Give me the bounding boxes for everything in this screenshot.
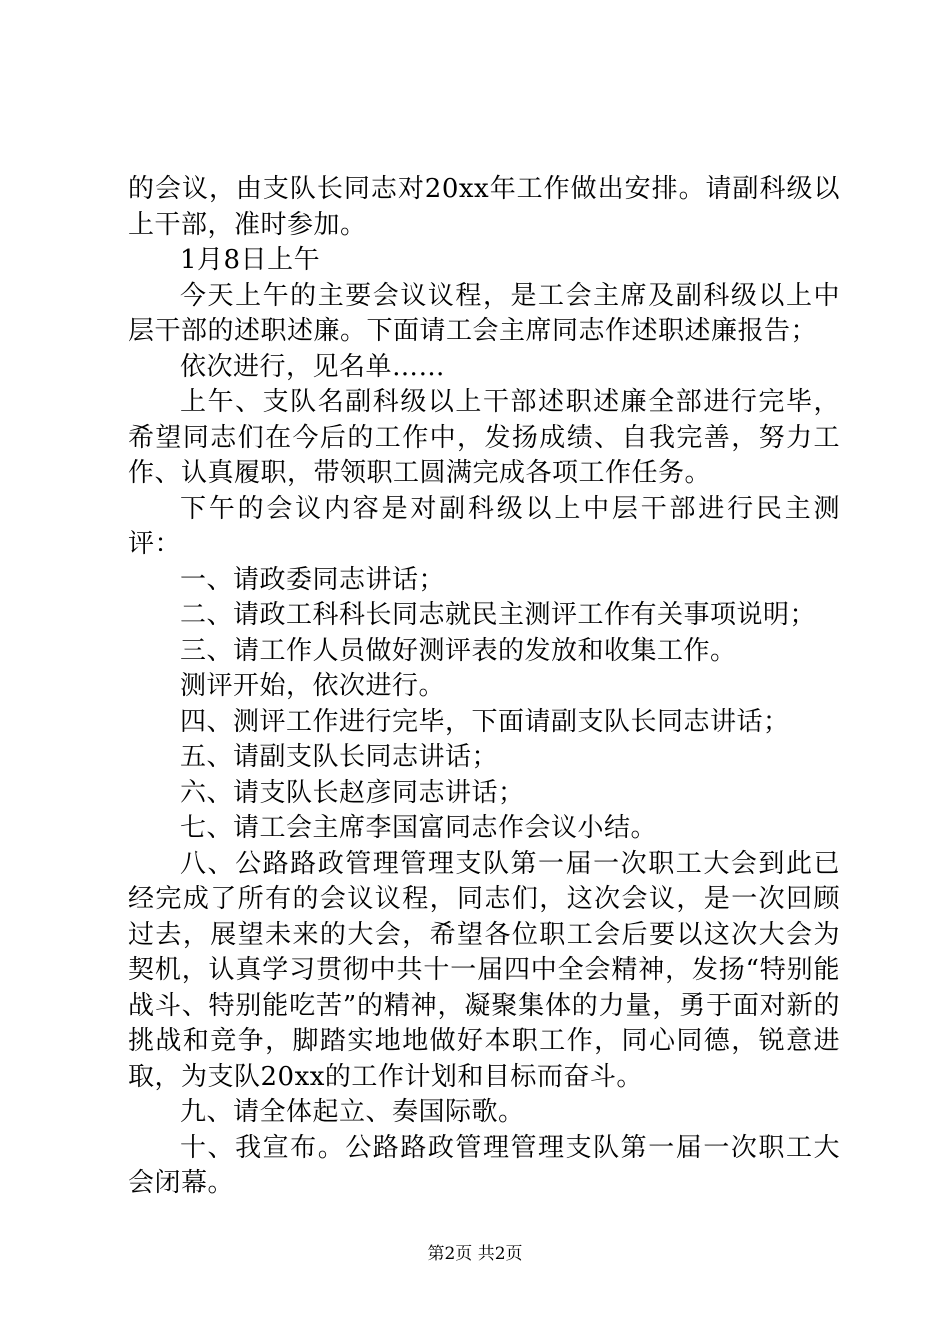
agenda-item: 一、请政委同志讲话； bbox=[180, 564, 446, 595]
document-body bbox=[128, 172, 840, 1202]
agenda-item: 三、请工作人员做好测评表的发放和收集工作。 bbox=[180, 635, 737, 666]
agenda-item: 十、我宣布。公路路政管理管理支队第一届一次职工大会闭幕。 bbox=[128, 1132, 840, 1198]
paragraph-continuation: 的会议，由支队长同志对20xx年工作做出安排。请副科级以上干部，准时参加。 bbox=[128, 174, 840, 240]
agenda-item: 九、请全体起立、奏国际歌。 bbox=[180, 1097, 525, 1127]
paragraph: 依次进行，见名单…… bbox=[180, 351, 446, 382]
paragraph: 下午的会议内容是对副科级以上中层干部进行民主测评： bbox=[128, 493, 840, 559]
agenda-item: 四、测评工作进行完毕，下面请副支队长同志讲话； bbox=[180, 706, 790, 737]
agenda-item: 五、请副支队长同志讲话； bbox=[180, 742, 499, 772]
agenda-item: 七、请工会主席李国富同志作会议小结。 bbox=[180, 813, 658, 843]
paragraph: 测评开始，依次进行。 bbox=[180, 671, 446, 701]
paragraph: 今天上午的主要会议议程，是工会主席及副科级以上中层干部的述职述廉。下面请工会主席同志作述职述廉报告； bbox=[128, 280, 840, 346]
agenda-item: 二、请政工科科长同志就民主测评工作有关事项说明； bbox=[180, 600, 817, 630]
agenda-item: 六、请支队长赵彦同志讲话； bbox=[180, 777, 525, 808]
agenda-item: 八、公路路政管理管理支队第一届一次职工大会到此已经完成了所有的会议议程，同志们，这次会议，是一次回顾过去，展望未来的大会，希望各位职工会后要以这次大会为契机，认真学习贯彻中共十一届四中全会精神，发扬“特别能战斗、特别能吃苦”的精神，凝聚集体的力量，勇于面对新的挑战和竞争，脚踏实地地做好本职工作，同心同德，锐意进取，为支队20xx的工作计划和目标而奋斗。 bbox=[128, 848, 840, 1092]
paragraph-date: 1月8日上午 bbox=[180, 245, 321, 275]
page-footer: 第2页 共2页 bbox=[427, 1244, 523, 1264]
paragraph: 上午、支队名副科级以上干部述职述廉全部进行完毕，希望同志们在今后的工作中，发扬成绩、自我完善，努力工作、认真履职，带领职工圆满完成各项工作任务。 bbox=[128, 387, 840, 488]
